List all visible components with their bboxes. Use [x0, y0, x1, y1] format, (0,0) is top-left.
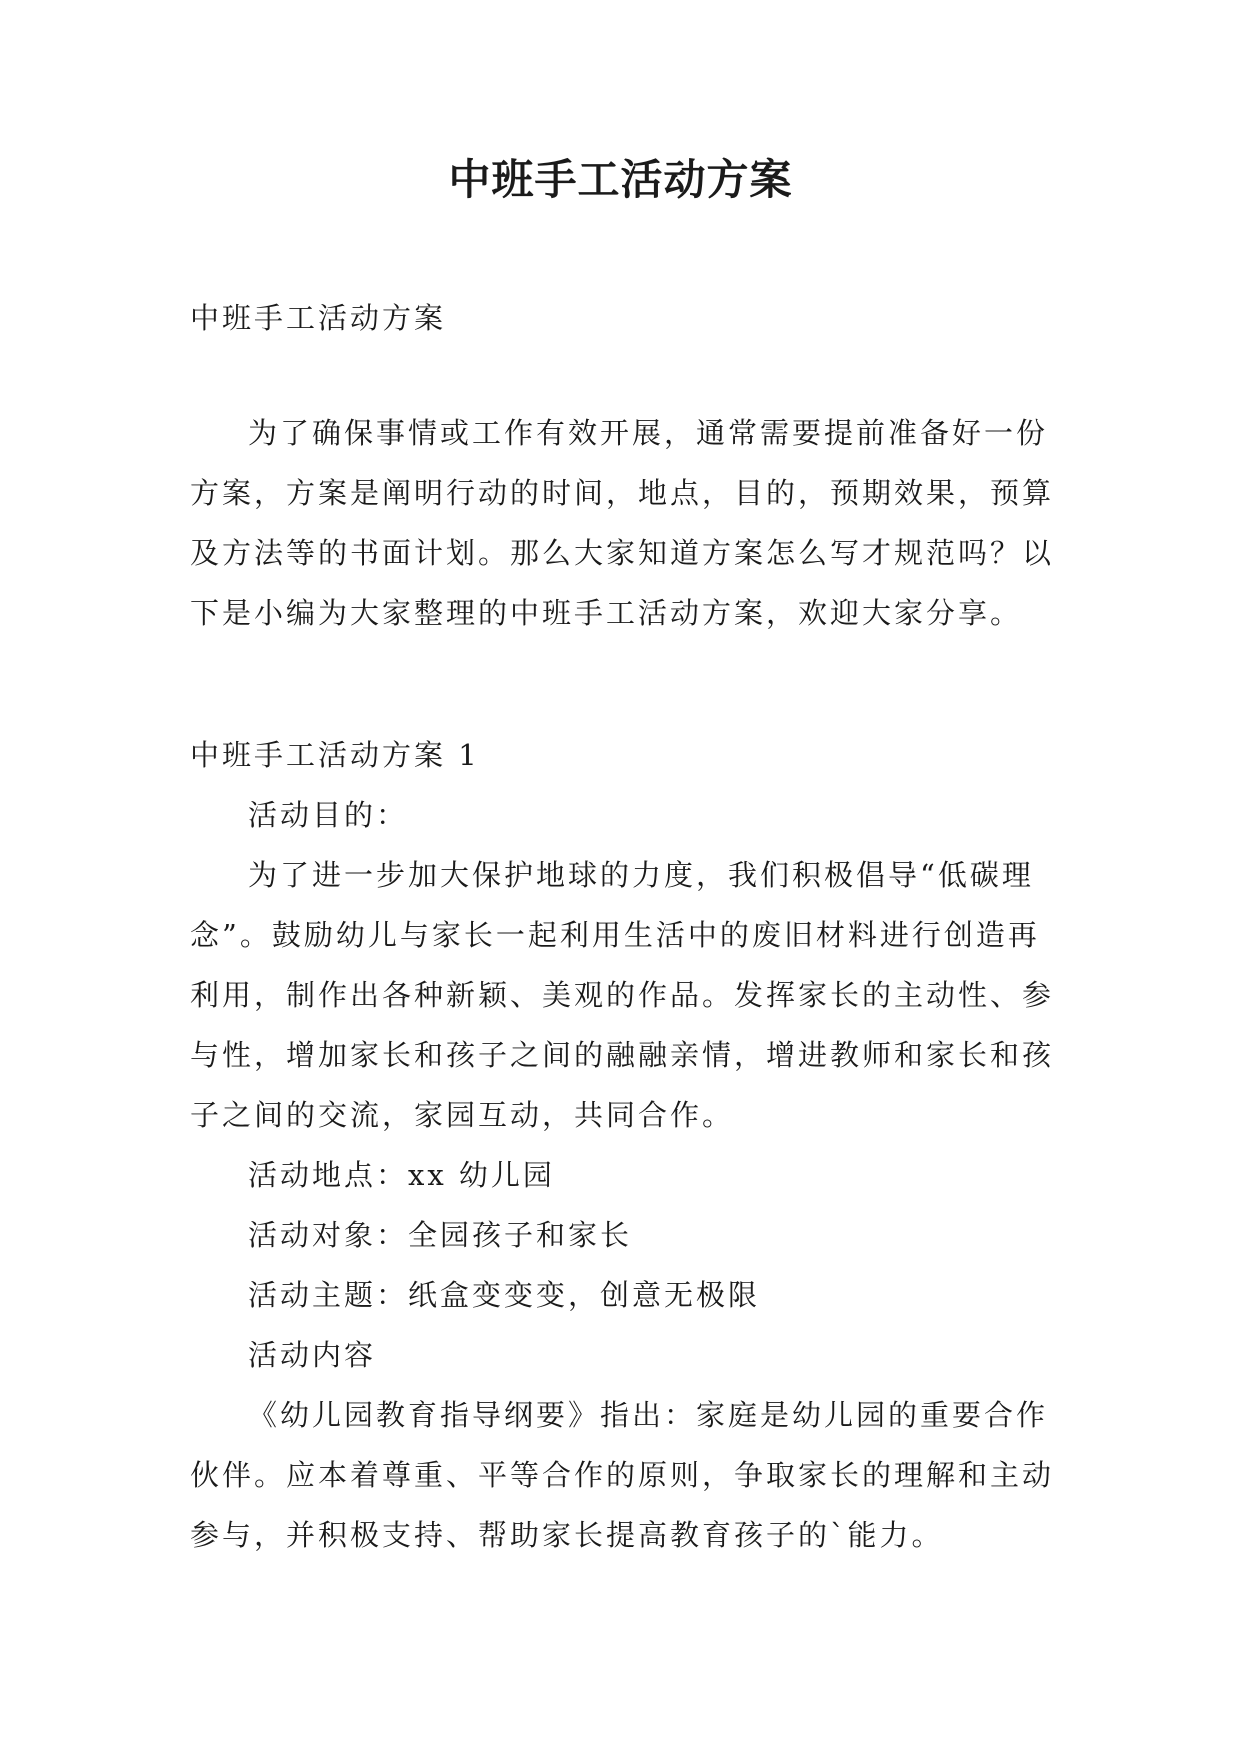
purpose-paragraph: 为了进一步加大保护地球的力度，我们积极倡导“低碳理念”。鼓励幼儿与家长一起利用生活中的废旧材料进行创造再利用，制作出各种新颖、美观的作品。发挥家长的主动性、参与性，增加家长和孩子之间的融融亲情，增进教师和家长和孩子之间的交流，家园互动，共同合作。 [190, 858, 1055, 1132]
location-line: 活动地点：xx 幼儿园 [248, 1158, 555, 1192]
document-subtitle [190, 288, 1066, 348]
intro-paragraph: 为了确保事情或工作有效开展，通常需要提前准备好一份方案，方案是阐明行动的时间，地点，目的，预期效果，预算及方法等的书面计划。那么大家知道方案怎么写才规范吗？以下是小编为大家整理的中班手工活动方案，欢迎大家分享。 [190, 416, 1055, 630]
purpose-label: 活动目的： [248, 798, 409, 832]
section-heading: 中班手工活动方案 1 [190, 738, 480, 772]
section-1 [190, 725, 1066, 1565]
content-paragraph: 《幼儿园教育指导纲要》指出：家庭是幼儿园的重要合作伙伴。应本着尊重、平等合作的原则，争取家长的理解和主动参与，并积极支持、帮助家长提高教育孩子的`能力。 [190, 1398, 1055, 1552]
document-title: 中班手工活动方案 [448, 155, 793, 204]
subtitle-text: 中班手工活动方案 [190, 301, 447, 335]
intro-block [190, 403, 1066, 643]
theme-line: 活动主题：纸盒变变变，创意无极限 [248, 1278, 761, 1312]
content-label: 活动内容 [248, 1338, 377, 1372]
audience-line: 活动对象：全园孩子和家长 [248, 1218, 633, 1252]
